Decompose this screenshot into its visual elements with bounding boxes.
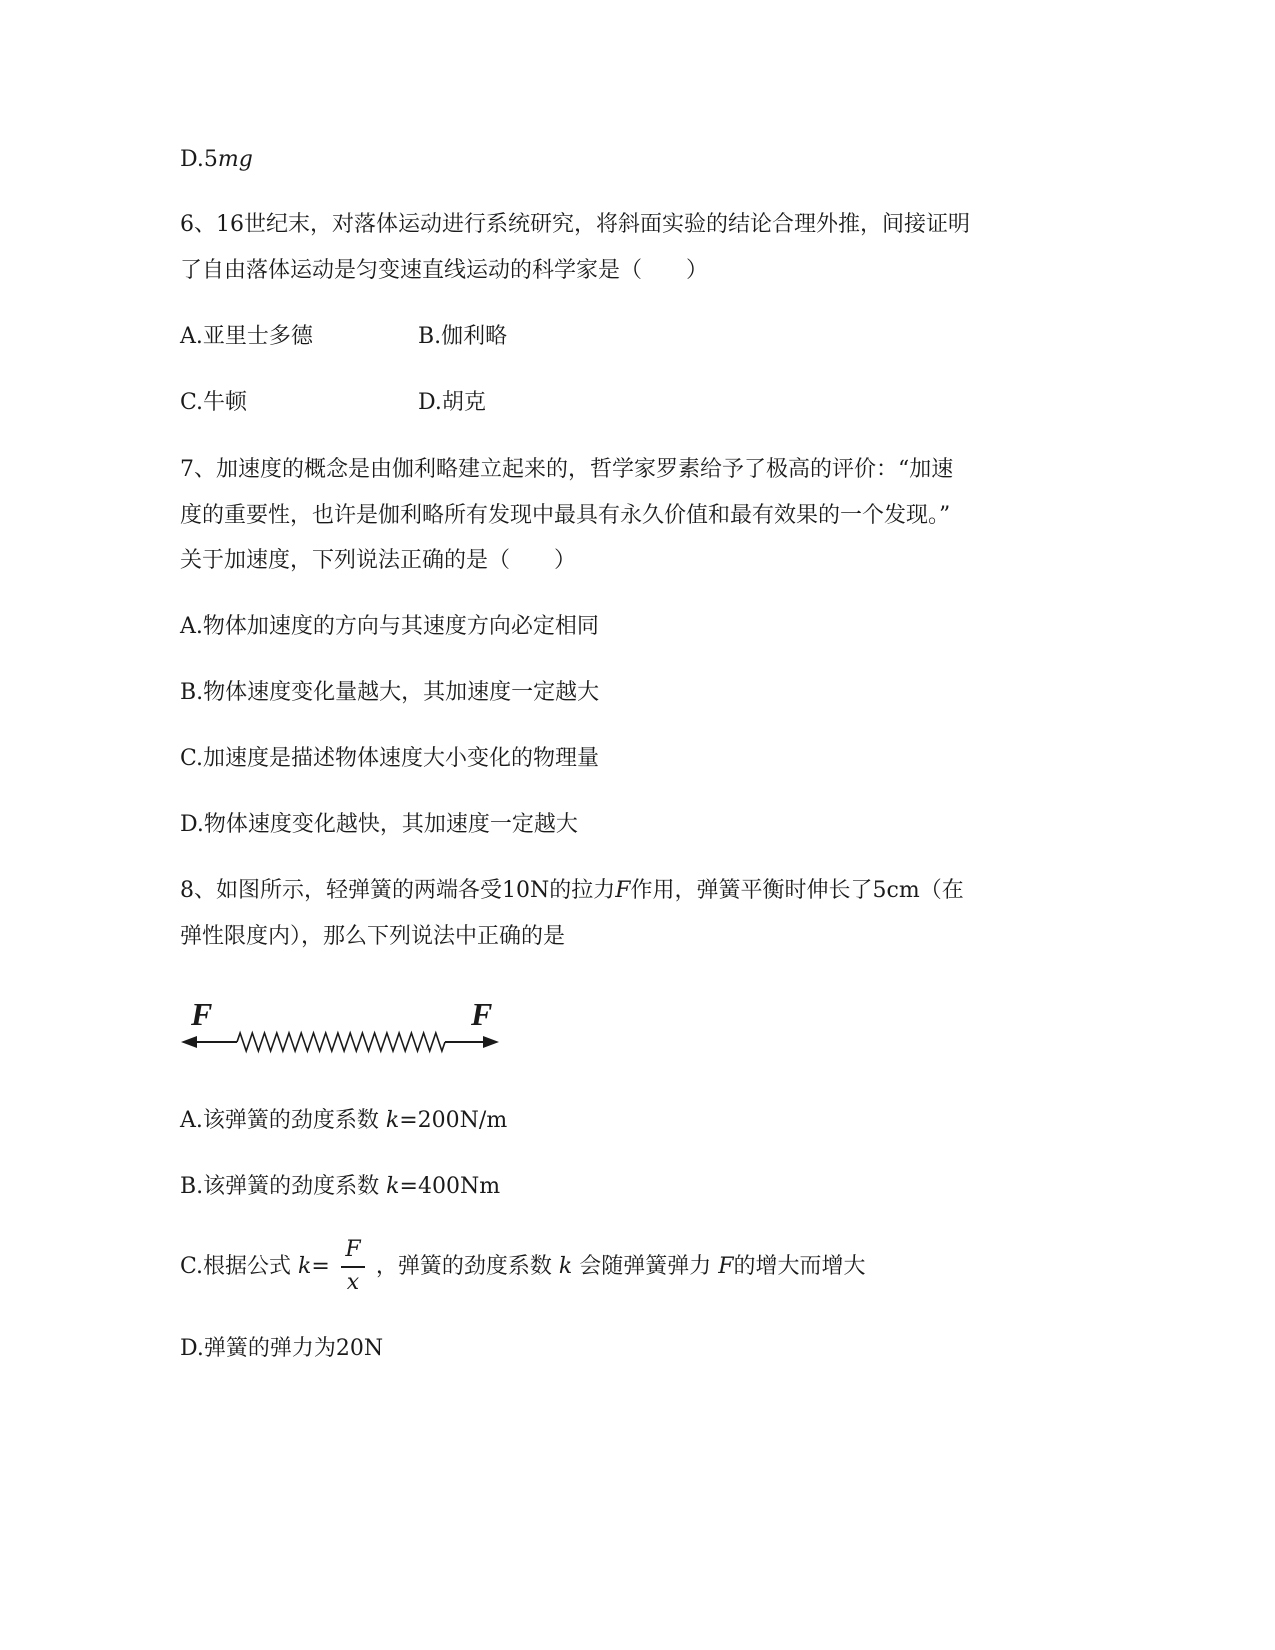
q8-stem-line-2: 弹性限度内），那么下列说法中正确的是 <box>180 924 566 949</box>
q6-option-b: B.伽利略 <box>418 324 508 349</box>
q8-stem-line-1 <box>180 876 964 906</box>
equals-sign: = <box>311 1254 330 1279</box>
q7-option-d: D.物体速度变化越快，其加速度一定越大 <box>180 812 578 837</box>
q6-option-a: A.亚里士多德 <box>180 324 313 349</box>
right-arrowhead <box>483 1036 499 1048</box>
q8-stem-text: 8、如图所示，轻弹簧的两端各受10N的拉力 <box>180 878 616 903</box>
option-text: 会随弹簧弹力 <box>579 1254 712 1279</box>
right-force-label: F <box>471 996 493 1032</box>
q8-option-d: D.弹簧的弹力为20N <box>180 1336 384 1361</box>
q8-option-b <box>180 1172 500 1202</box>
q7-stem-line-3: 关于加速度，下列说法正确的是（ ） <box>180 548 577 573</box>
option-value-italic: mg <box>217 147 253 172</box>
option-text: 的增大而增大 <box>733 1254 866 1279</box>
prev-option-d <box>180 145 253 175</box>
spring-coil <box>237 1033 445 1051</box>
k-symbol: k <box>558 1254 573 1279</box>
option-text: =200N/m <box>399 1108 508 1133</box>
spring-figure <box>175 995 515 1065</box>
left-arrowhead <box>181 1036 197 1048</box>
force-symbol: F <box>718 1254 734 1279</box>
option-text: B.该弹簧的劲度系数 <box>180 1174 380 1199</box>
option-value: 5 <box>203 147 218 172</box>
left-force-label: F <box>191 996 213 1032</box>
option-text: =400Nm <box>399 1174 501 1199</box>
option-text: A.该弹簧的劲度系数 <box>180 1108 379 1133</box>
q6-option-c: C.牛顿 <box>180 390 248 415</box>
k-symbol: k <box>298 1254 312 1279</box>
q7-option-c: C.加速度是描述物体速度大小变化的物理量 <box>180 746 600 771</box>
fraction-numerator: F <box>345 1237 361 1262</box>
q7-stem-line-2: 度的重要性，也许是伽利略所有发现中最具有永久价值和最有效果的一个发现。” <box>180 503 951 528</box>
q8-option-a <box>180 1106 507 1136</box>
q8-stem-text: 作用，弹簧平衡时伸长了5cm（在 <box>630 878 964 903</box>
k-symbol: k <box>386 1174 400 1199</box>
q7-stem-line-1: 7、加速度的概念是由伽利略建立起来的，哲学家罗素给予了极高的评价：“加速 <box>180 457 954 482</box>
fraction-bar <box>341 1266 365 1268</box>
q6-option-d: D.胡克 <box>418 390 486 415</box>
option-text: C.根据公式 <box>180 1254 292 1279</box>
fraction-denominator: x <box>346 1270 360 1295</box>
force-symbol: F <box>615 878 631 903</box>
q6-stem-line-1: 6、16世纪末，对落体运动进行系统研究，将斜面实验的结论合理外推，间接证明 <box>180 212 970 237</box>
q6-stem-line-2: 了自由落体运动是匀变速直线运动的科学家是（ ） <box>180 258 709 283</box>
q7-option-a: A.物体加速度的方向与其速度方向必定相同 <box>180 614 599 639</box>
option-label: D. <box>180 147 204 172</box>
k-symbol: k <box>385 1108 400 1133</box>
option-text: ，弹簧的劲度系数 <box>375 1254 552 1279</box>
q7-option-b: B.物体速度变化量越大，其加速度一定越大 <box>180 680 600 705</box>
q8-option-c <box>180 1252 865 1282</box>
